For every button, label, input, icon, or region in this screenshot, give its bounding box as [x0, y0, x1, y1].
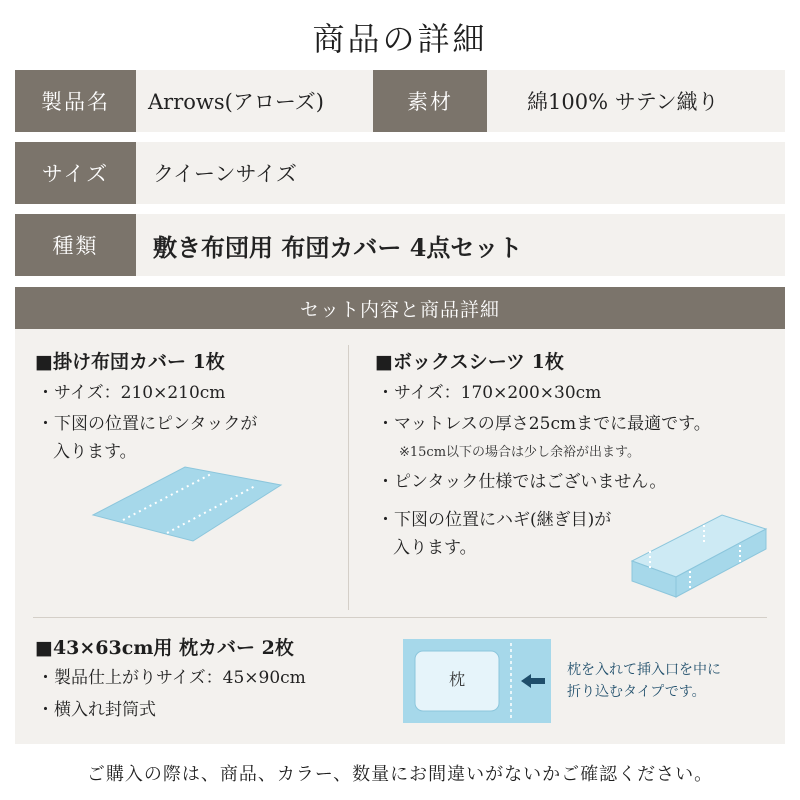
vertical-divider	[348, 345, 349, 610]
box-sheet-seam-line1: ・下図の位置にハギ(継ぎ目)が	[377, 510, 612, 530]
box-sheet-seam-line2: 入ります。	[393, 538, 477, 558]
pillow-style: ・横入れ封筒式	[37, 700, 156, 720]
details-header: セット内容と商品詳細	[15, 287, 785, 329]
box-sheet-size: ・サイズ：170×200×30cm	[377, 383, 602, 403]
product-name-value: Arrows(アローズ)	[148, 90, 324, 114]
duvet-pintuck-line1: ・下図の位置にピンタックが	[37, 414, 258, 434]
material-value: 綿100% サテン織り	[527, 90, 719, 114]
size-value: クイーンサイズ	[153, 162, 297, 186]
type-label: 種類	[15, 214, 136, 276]
page-title: 商品の詳細	[312, 20, 488, 58]
spec-row-type	[15, 214, 785, 276]
box-sheet-diagram	[630, 511, 770, 601]
product-name-label: 製品名	[15, 70, 136, 132]
pillow-note-line2: 折り込むタイプです。	[567, 684, 706, 700]
box-sheet-heading: ■ボックスシーツ 1枚	[375, 351, 564, 373]
pillow-note-line1: 枕を入れて挿入口を中に	[567, 662, 721, 678]
size-label: サイズ	[15, 142, 136, 204]
spec-row-size	[15, 142, 785, 204]
pillow-heading: ■43×63cm用 枕カバー 2枚	[35, 637, 294, 659]
material-label: 素材	[373, 70, 487, 132]
horizontal-divider	[33, 617, 767, 618]
purchase-note: ご購入の際は、商品、カラー、数量にお間違いがないかご確認ください。	[86, 764, 714, 785]
box-sheet-no-pintuck: ・ピンタック仕様ではございません。	[377, 472, 667, 492]
type-value: 敷き布団用 布団カバー 4点セット	[153, 232, 523, 262]
pillow-finished-size: ・製品仕上がりサイズ：45×90cm	[37, 668, 306, 688]
details-panel	[15, 287, 785, 744]
box-sheet-note: ※15cm以下の場合は少し余裕が出ます。	[399, 445, 641, 460]
pillow-label: 枕	[448, 670, 465, 689]
duvet-pintuck-line2: 入ります。	[53, 442, 137, 462]
duvet-size: ・サイズ：210×210cm	[37, 383, 226, 403]
duvet-diagram	[85, 465, 285, 545]
box-sheet-fit: ・マットレスの厚さ25cmまでに最適です。	[377, 414, 711, 434]
duvet-heading: ■掛け布団カバー 1枚	[35, 351, 225, 373]
spec-row-name	[15, 70, 785, 132]
